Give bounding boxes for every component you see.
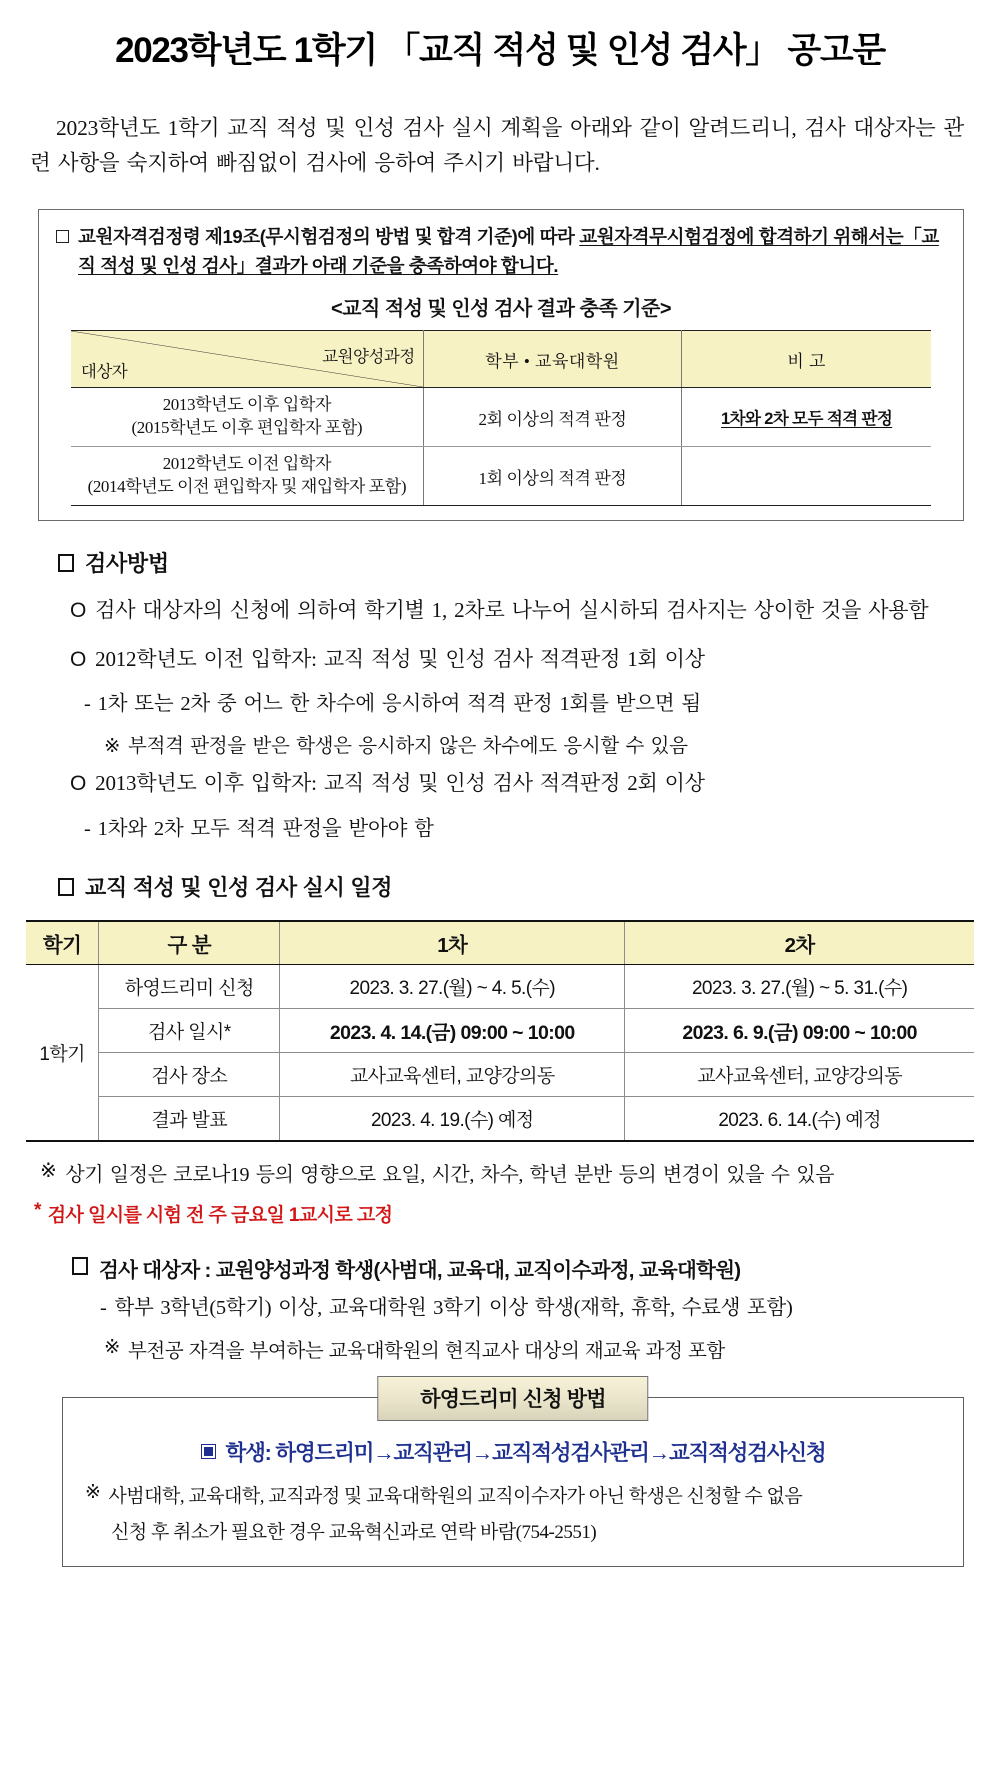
method-item-text: 2013학년도 이후 입학자: 교직 적성 및 인성 검사 적격판정 2회 이상 (95, 771, 705, 796)
criteria-row2-target: 2012학년도 이전 입학자 (2014학년도 이전 편입학자 및 재입학자 포함) (71, 447, 423, 506)
reference-mark-icon: ※ (40, 1160, 57, 1183)
regulation-box (38, 209, 964, 521)
criteria-caption: <교직 적성 및 인성 검사 결과 충족 기준> (330, 298, 672, 321)
schedule-header-category: 구 분 (99, 921, 280, 965)
schedule-row-second: 교사교육센터, 교양강의동 (625, 1053, 974, 1097)
criteria-row2-remark (682, 447, 931, 506)
regulation-text-part1: 교원자격검정령 제19조(무시험검정의 방법 및 합격 기준)에 따라 (78, 225, 580, 247)
regulation-text-underline2: 결과가 아래 기준을 충족하여야 합니다. (254, 254, 559, 276)
dash-marker-icon: - (84, 817, 91, 840)
criteria-row2-requirement: 1회 이상의 적격 판정 (423, 447, 681, 506)
bullet-square-icon (58, 878, 74, 896)
method-item-text: 2012학년도 이전 입학자: 교직 적성 및 인성 검사 적격판정 1회 이상 (95, 647, 705, 672)
method-item-text: 검사 대상자의 신청에 의하여 학기별 1, 2차로 나누어 실시하되 검사지는 상이한 것을 사용함 (95, 598, 929, 623)
criteria-header-diagonal-cell (71, 331, 423, 388)
circle-marker-icon: O (70, 772, 87, 796)
criteria-table-header-row (71, 331, 931, 388)
method-subitem (84, 689, 970, 721)
target-note (104, 1335, 974, 1363)
criteria-table-row (71, 447, 931, 506)
schedule-row-first: 2023. 4. 14.(금) 09:00 ~ 10:00 (280, 1009, 625, 1053)
criteria-table-row (71, 388, 931, 447)
checkbox-outline-icon (56, 230, 69, 243)
schedule-row-label: 검사 장소 (99, 1053, 280, 1097)
application-path-text: 학생: 하영드리미→교직관리→교직적성검사관리→교직적성검사신청 (225, 1441, 826, 1466)
bullet-square-icon (72, 1257, 88, 1275)
schedule-note (40, 1158, 974, 1187)
bullet-square-icon (58, 554, 74, 572)
circle-marker-icon: O (70, 599, 87, 623)
criteria-row1-target: 2013학년도 이후 입학자 (2015학년도 이후 편입학자 포함) (71, 388, 423, 447)
document-page (0, 23, 1000, 1768)
application-path-line (81, 1436, 945, 1467)
schedule-table-wrapper (26, 920, 974, 1142)
target-heading-label: 검사 대상자 : 교원양성과정 학생(사범대, 교육대, 교직이수과정, 교육대학원) (99, 1259, 741, 1283)
circle-marker-icon: O (70, 648, 87, 672)
schedule-section-heading (58, 871, 1000, 902)
criteria-header-col3: 비 고 (682, 331, 931, 388)
schedule-red-note-text: 검사 일시를 시험 전 주 금요일 1교시로 고정 (47, 1205, 393, 1227)
schedule-row (26, 1053, 974, 1097)
schedule-heading-label: 교직 적성 및 인성 검사 실시 일정 (85, 875, 393, 901)
target-note-text: 부전공 자격을 부여하는 교육대학원의 현직교사 대상의 재교육 과정 포함 (127, 1341, 725, 1363)
schedule-header-second: 2차 (625, 921, 974, 965)
schedule-row-label: 검사 일시* (99, 1009, 280, 1053)
criteria-table (71, 330, 931, 506)
schedule-row-second: 2023. 3. 27.(월) ~ 5. 31.(수) (625, 965, 974, 1009)
criteria-row1-remark: 1차와 2차 모두 적격 판정 (682, 388, 931, 447)
regulation-text-underline1: 교원자격무시험검정에 합격하기 위해서는 (579, 225, 904, 247)
schedule-header-first: 1차 (280, 921, 625, 965)
asterisk-marker-icon: * (34, 1200, 41, 1222)
application-box (62, 1397, 964, 1567)
application-box-wrapper (62, 1388, 964, 1567)
criteria-header-course-label: 교원양성과정 (322, 347, 415, 367)
schedule-row-label: 하영드리미 신청 (99, 965, 280, 1009)
criteria-header-col2: 학부 • 교육대학원 (423, 331, 681, 388)
dash-marker-icon: - (100, 1297, 107, 1320)
target-section-heading (72, 1253, 976, 1283)
regulation-note (53, 223, 949, 281)
schedule-red-note (34, 1200, 974, 1227)
schedule-note-text: 상기 일정은 코로나19 등의 영향으로 요일, 시간, 차수, 학년 분반 등의 변경이 있을 수 있음 (65, 1164, 835, 1187)
regulation-note-text (78, 223, 949, 281)
schedule-row-label: 결과 발표 (99, 1097, 280, 1142)
target-subitem-text: 학부 3학년(5학기) 이상, 교육대학원 3학기 이상 학생(재학, 휴학, 수료생 포함) (114, 1297, 793, 1320)
schedule-row (26, 1009, 974, 1053)
method-item (70, 643, 966, 676)
application-box-tab-title: 하영드리미 신청 방법 (377, 1376, 648, 1421)
method-note-text: 부적격 판정을 받은 학생은 응시하지 않은 차수에도 응시할 수 있음 (128, 736, 688, 758)
method-item (70, 594, 966, 627)
page-title: 2023학년도 1학기 「교직 적성 및 인성 검사」 공고문 (115, 31, 885, 70)
method-subitem-text: 1차 또는 2차 중 어느 한 차수에 응시하여 적격 판정 1회를 받으면 됨 (97, 693, 701, 716)
reference-mark-icon: ※ (104, 736, 121, 758)
schedule-header-semester: 학기 (26, 921, 99, 965)
intro-paragraph: 2023학년도 1학기 교직 적성 및 인성 검사 실시 계획을 아래와 같이 알려드리니, 검사 대상자는 관련 사항을 숙지하여 빠짐없이 검사에 응하여 주시기 바랍니다. (30, 116, 964, 175)
method-heading-label: 검사방법 (85, 551, 169, 577)
schedule-semester-cell: 1학기 (26, 965, 99, 1142)
method-subitem-text: 1차와 2차 모두 적격 판정을 받아야 함 (97, 817, 434, 840)
schedule-row (26, 1097, 974, 1142)
filled-square-icon (201, 1444, 216, 1459)
schedule-row-first: 2023. 4. 19.(수) 예정 (280, 1097, 625, 1142)
schedule-header-row (26, 921, 974, 965)
criteria-row1-requirement: 2회 이상의 적격 판정 (423, 388, 681, 447)
schedule-row-second: 2023. 6. 9.(금) 09:00 ~ 10:00 (625, 1009, 974, 1053)
criteria-header-target-label: 대상자 (80, 362, 128, 382)
reference-mark-icon: ※ (85, 1482, 101, 1504)
schedule-row-second: 2023. 6. 14.(수) 예정 (625, 1097, 974, 1142)
method-note (104, 732, 972, 761)
schedule-row (26, 965, 974, 1009)
schedule-table (26, 920, 974, 1142)
method-item (70, 767, 966, 800)
schedule-row-first: 교사교육센터, 교양강의동 (280, 1053, 625, 1097)
reference-mark-icon: ※ (104, 1337, 120, 1359)
method-subitem (84, 814, 970, 846)
application-note-1-text: 사범대학, 교육대학, 교직과정 및 교육대학원의 교직이수자가 아닌 학생은 신청할 수 없음 (108, 1486, 803, 1508)
application-note-1 (85, 1481, 939, 1508)
regulation-text-part2: 「교직 적성 및 인성 검사」 (78, 225, 939, 276)
application-note-2: 신청 후 취소가 필요한 경우 교육혁신과로 연락 바람(754-2551) (111, 1522, 597, 1544)
schedule-row-first: 2023. 3. 27.(월) ~ 4. 5.(수) (280, 965, 625, 1009)
dash-marker-icon: - (84, 693, 91, 716)
target-subitem (100, 1293, 970, 1325)
method-section-heading (58, 547, 1000, 578)
